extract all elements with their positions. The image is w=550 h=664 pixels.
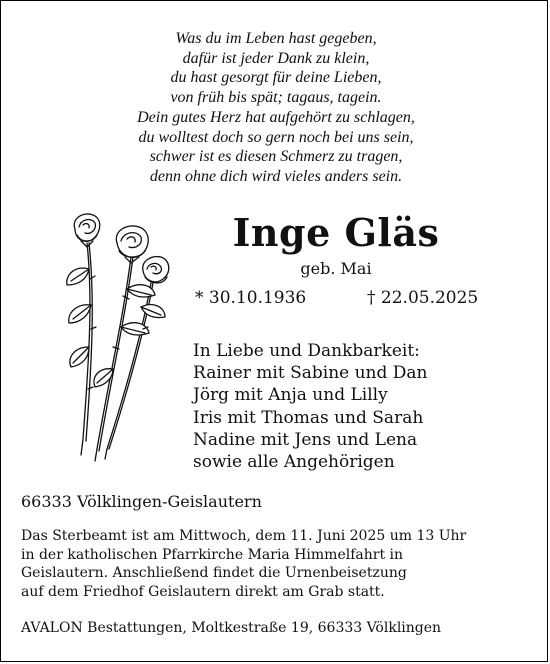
mourners-line: Nadine mit Jens und Lena (193, 429, 418, 450)
service-line: Geislautern. Anschließend findet die Urnenbeisetzung (21, 565, 407, 581)
mourners-list (193, 340, 428, 473)
mourners-line: Jörg mit Anja und Lilly (193, 385, 388, 406)
poem-line: dafür ist jeder Dank zu klein, (182, 49, 370, 67)
death-date: † 22.05.2025 (367, 288, 479, 308)
poem-line: du wolltest doch so gern noch bei uns sein, (138, 128, 414, 146)
service-line: in der katholischen Pfarrkirche Maria Himmelfahrt in (21, 546, 404, 563)
mourners-line: sowie alle Angehörigen (193, 452, 395, 473)
service-line: Das Sterbeamt ist am Mittwoch, dem 11. Juni 2025 um 13 Uhr (21, 528, 467, 544)
poem (1, 29, 550, 187)
service-line: auf dem Friedhof Geislautern direkt am Grab statt. (21, 583, 385, 600)
poem-line: Was du im Leben hast gegeben, (175, 30, 377, 47)
place-line: 66333 Völklingen-Geislautern (21, 492, 262, 511)
poem-line: du hast gesorgt für deine Lieben, (170, 69, 382, 87)
mourners-line: In Liebe und Dankbarkeit: (193, 341, 420, 361)
mourners-line: Iris mit Thomas und Sarah (193, 407, 424, 428)
mourners-line: Rainer mit Sabine und Dan (193, 363, 428, 384)
poem-line: von früh bis spät; tagaus, tagein. (170, 89, 382, 107)
poem-line: Dein gutes Herz hat aufgehört zu schlagen, (137, 108, 415, 126)
poem-line: denn ohne dich wird vieles anders sein. (149, 167, 403, 185)
deceased-name: Inge Gläs (232, 210, 440, 255)
undertaker-line: AVALON Bestattungen, Moltkestraße 19, 66333 Völklingen (21, 620, 442, 636)
poem-line: schwer ist es diesen Schmerz zu tragen, (149, 148, 403, 166)
service-info (21, 527, 466, 601)
maiden-name: geb. Mai (300, 259, 372, 278)
birth-date: * 30.10.1936 (195, 288, 307, 308)
roses-illustration-icon (53, 209, 183, 469)
